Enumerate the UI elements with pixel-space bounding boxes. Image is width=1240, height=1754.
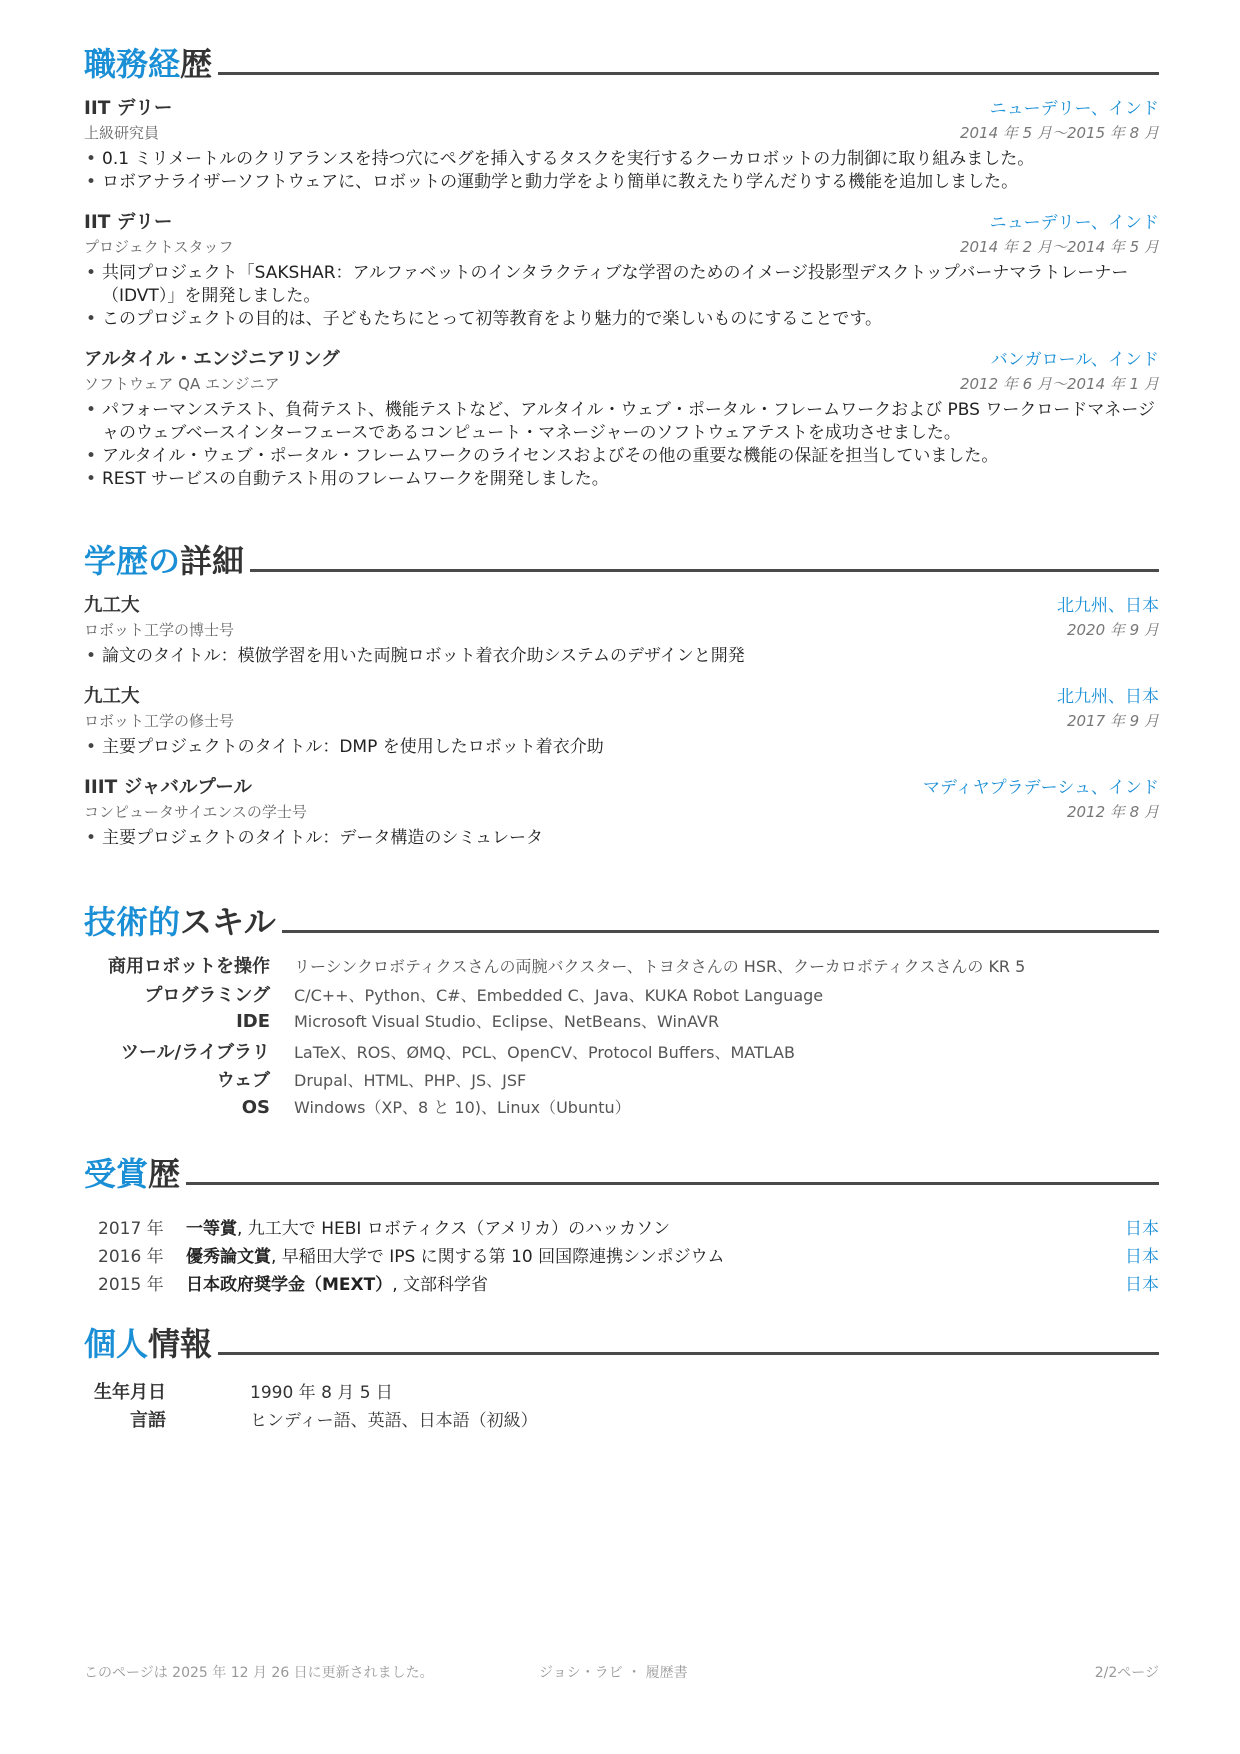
work-entry [84, 208, 1159, 331]
location: ニューデリー、インド [989, 99, 1159, 119]
award-row [84, 1242, 1159, 1270]
education-entry [84, 682, 1159, 759]
org-name: IIT デリー [84, 212, 173, 233]
list-item: • 0.1 ミリメートルのクリアランスを持つ穴にペグを挿入するタスクを実行するクーカロボットの力制御に取り組みました。 [84, 148, 1159, 171]
school-name: 九工大 [84, 595, 140, 616]
date: 2012 年 8 月 [1066, 803, 1159, 821]
awards-list [84, 1214, 1159, 1298]
personal-section [84, 1318, 1159, 1434]
list-item: • 論文のタイトル：模倣学習を用いた両腕ロボット着衣介助システムのデザインと開発 [84, 645, 1159, 668]
award-location: 日本 [1125, 1219, 1159, 1239]
award-location: 日本 [1125, 1275, 1159, 1295]
skill-row [84, 1009, 1159, 1038]
personal-row [84, 1378, 1159, 1406]
role: 上級研究員 [84, 124, 160, 142]
skills-section [84, 896, 1159, 1123]
award-detail: , 文部科学省 [392, 1275, 489, 1295]
award-detail: , 早稲田大学で IPS に関する第 10 回国際連携シンポジウム [271, 1247, 725, 1267]
award-year: 2017 年 [98, 1219, 164, 1239]
skill-row [84, 1095, 1159, 1124]
award-row [84, 1270, 1159, 1298]
education-section [84, 535, 1159, 850]
award-title: 優秀論文賞 [186, 1247, 271, 1267]
list-item: • 主要プロジェクトのタイトル：データ構造のシミュレータ [84, 827, 1159, 850]
section-header [84, 535, 1159, 581]
degree: コンピュータサイエンスの学士号 [84, 803, 307, 821]
list-item: • パフォーマンステスト、負荷テスト、機能テストなど、アルタイル・ウェブ・ポータル・フレームワークおよび PBS ワークロードマネージャのウェブベースインターフェースであるコンピュート・マネージャーのソフトウェアテストを成功させました。 [84, 399, 1159, 445]
section-title: 個人情報 [84, 1325, 213, 1363]
section-header [84, 1148, 1159, 1194]
school-name: 九工大 [84, 686, 140, 707]
location: 北九州、日本 [1057, 596, 1159, 616]
location: ニューデリー、インド [989, 213, 1159, 233]
personal-value: ヒンディー語、英語、日本語（初級） [250, 1411, 538, 1431]
award-row [84, 1214, 1159, 1242]
personal-row [84, 1406, 1159, 1434]
date: 2014 年 2 月〜2014 年 5 月 [959, 238, 1159, 256]
role: ソフトウェア QA エンジニア [84, 375, 280, 393]
award-detail: , 九工大で HEBI ロボティクス（アメリカ）のハッカソン [237, 1219, 671, 1239]
work-entry [84, 94, 1159, 194]
skill-category: ツール/ライブラリ [120, 1041, 270, 1063]
skill-category: 商用ロボットを操作 [108, 956, 270, 977]
footer-page-number: 2/2ページ [1094, 1665, 1159, 1681]
skill-category: ウェブ [216, 1070, 270, 1091]
award-description [186, 1242, 1125, 1267]
section-rule [186, 1182, 1159, 1185]
list-item: • 主要プロジェクトのタイトル：DMP を使用したロボット着衣介助 [84, 736, 1159, 759]
date: 2014 年 5 月〜2015 年 8 月 [959, 124, 1159, 142]
degree: ロボット工学の博士号 [84, 621, 235, 639]
skill-value: C/C++、Python、C#、Embedded C、Java、KUKA Robot Language [294, 985, 824, 1005]
list-item: • アルタイル・ウェブ・ポータル・フレームワークのライセンスおよびその他の重要な機能の保証を担当していました。 [84, 445, 1159, 468]
section-title: 受賞歴 [84, 1155, 181, 1193]
work-section [84, 38, 1159, 491]
skill-value: リーシンクロボティクスさんの両腕バクスター、トヨタさんの HSR、クーカロボティクスさんの KR 5 [294, 957, 1026, 976]
personal-key: 言語 [130, 1410, 166, 1431]
date: 2017 年 9 月 [1066, 712, 1159, 730]
awards-section [84, 1148, 1159, 1298]
award-title: 日本政府奨学金（MEXT） [186, 1275, 393, 1295]
award-description [186, 1270, 1125, 1295]
skill-value: Windows（XP、8 と 10)、Linux（Ubuntu） [294, 1097, 631, 1117]
section-header [84, 38, 1159, 84]
section-header [84, 896, 1159, 942]
footer-updated: このページは 2025 年 12 月 26 日に更新されました。 [84, 1665, 434, 1681]
section-rule [250, 569, 1159, 572]
skill-value: Drupal、HTML、PHP、JS、JSF [294, 1071, 527, 1090]
list-item: • REST サービスの自動テスト用のフレームワークを開発しました。 [84, 468, 1159, 491]
role: プロジェクトスタッフ [84, 238, 234, 256]
section-rule [218, 1352, 1159, 1355]
skill-value: LaTeX、ROS、ØMQ、PCL、OpenCV、Protocol Buffers、MATLAB [294, 1042, 795, 1062]
org-name: アルタイル・エンジニアリング [84, 349, 340, 370]
work-entry [84, 345, 1159, 491]
section-title: 学歴の詳細 [84, 542, 245, 580]
list-item: • ロボアナライザーソフトウェアに、ロボットの運動学と動力学をより簡単に教えたり学んだりする機能を追加しました。 [84, 171, 1159, 194]
section-rule [282, 930, 1159, 933]
location: 北九州、日本 [1057, 687, 1159, 707]
section-rule [218, 72, 1159, 75]
skill-category: IDE [236, 1011, 270, 1032]
org-name: IIT デリー [84, 98, 173, 119]
school-name: IIIT ジャバルプール [84, 777, 252, 798]
date: 2020 年 9 月 [1066, 621, 1159, 639]
skills-table [84, 952, 1159, 1123]
location: バンガロール、インド [990, 350, 1159, 370]
section-header [84, 1318, 1159, 1364]
footer-name: ジョシ・ラビ ・ 履歴書 [539, 1665, 688, 1681]
award-description [186, 1214, 1125, 1239]
personal-key: 生年月日 [94, 1382, 166, 1403]
degree: ロボット工学の修士号 [84, 712, 235, 730]
skill-row [84, 1038, 1159, 1067]
list-item: • 共同プロジェクト「SAKSHAR：アルファベットのインタラクティブな学習のためのイメージ投影型デスクトップバーナマラトレーナー（IDVT）」を開発しました。 [84, 262, 1159, 308]
education-entry [84, 773, 1159, 850]
education-entry [84, 591, 1159, 668]
date: 2012 年 6 月〜2014 年 1 月 [959, 375, 1159, 393]
skill-row [84, 1066, 1159, 1095]
skill-category: プログラミング [144, 984, 270, 1006]
section-title: 技術的スキル [84, 903, 276, 941]
skill-category: OS [241, 1096, 270, 1118]
award-location: 日本 [1125, 1247, 1159, 1267]
award-year: 2016 年 [98, 1247, 164, 1267]
personal-value: 1990 年 8 月 5 日 [250, 1383, 393, 1403]
award-title: 一等賞 [186, 1219, 237, 1239]
skill-value: Microsoft Visual Studio、Eclipse、NetBeans、WinAVR [294, 1012, 720, 1031]
list-item: • このプロジェクトの目的は、子どもたちにとって初等教育をより魅力的で楽しいものにすることです。 [84, 308, 1159, 331]
skill-row [84, 952, 1159, 981]
skill-row [84, 981, 1159, 1010]
award-year: 2015 年 [98, 1275, 164, 1295]
personal-info [84, 1378, 1159, 1434]
section-title: 職務経歴 [84, 45, 213, 83]
location: マディヤプラデーシュ、インド [923, 778, 1159, 798]
